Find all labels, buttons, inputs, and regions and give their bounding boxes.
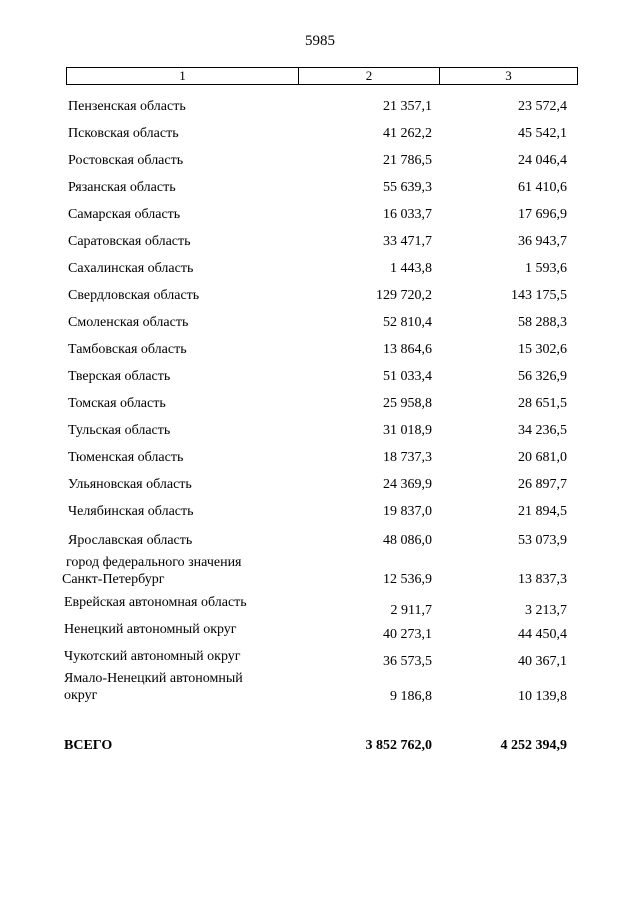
value-col2: 18 737,3	[383, 450, 432, 465]
value-col3: 58 288,3	[518, 315, 567, 330]
region-name: Томская область	[68, 396, 166, 411]
value-col2: 9 186,8	[390, 689, 432, 704]
value-col2: 41 262,2	[383, 126, 432, 141]
region-name: Пензенская область	[68, 99, 186, 114]
total-col2: 3 852 762,0	[365, 738, 432, 753]
value-col3: 13 837,3	[518, 572, 567, 587]
value-col2: 12 536,9	[383, 572, 432, 587]
region-name: Сахалинская область	[68, 261, 194, 276]
value-col3: 36 943,7	[518, 234, 567, 249]
value-col3: 24 046,4	[518, 153, 567, 168]
value-col2: 16 033,7	[383, 207, 432, 222]
value-col3: 34 236,5	[518, 423, 567, 438]
region-name: Саратовская область	[68, 234, 191, 249]
region-name: Тамбовская область	[68, 342, 187, 357]
value-col2: 129 720,2	[376, 288, 432, 303]
region-name: Челябинская область	[68, 504, 194, 519]
total-col3: 4 252 394,9	[500, 738, 567, 753]
value-col2: 55 639,3	[383, 180, 432, 195]
value-col2: 36 573,5	[383, 654, 432, 669]
value-col2: 31 018,9	[383, 423, 432, 438]
total-label: ВСЕГО	[64, 738, 113, 753]
region-name-line-1: Ямало-Ненецкий автономный	[64, 671, 243, 686]
region-name-line-2: Санкт-Петербург	[62, 572, 165, 587]
value-col3: 26 897,7	[518, 477, 567, 492]
value-col2: 33 471,7	[383, 234, 432, 249]
column-header-1: 1	[67, 68, 299, 84]
region-name: Тульская область	[68, 423, 171, 438]
region-name: Еврейская автономная область	[64, 595, 247, 610]
region-name: Ненецкий автономный округ	[64, 622, 237, 637]
value-col2: 52 810,4	[383, 315, 432, 330]
value-col3: 3 213,7	[525, 603, 567, 618]
value-col2: 48 086,0	[383, 533, 432, 548]
region-name: Свердловская область	[68, 288, 200, 303]
value-col3: 21 894,5	[518, 504, 567, 519]
value-col2: 25 958,8	[383, 396, 432, 411]
value-col2: 2 911,7	[390, 603, 432, 618]
value-col2: 19 837,0	[383, 504, 432, 519]
region-name: Ульяновская область	[68, 477, 192, 492]
region-name: Ярославская область	[68, 533, 193, 548]
value-col3: 15 302,6	[518, 342, 567, 357]
value-col3: 10 139,8	[518, 689, 567, 704]
value-col2: 21 786,5	[383, 153, 432, 168]
value-col3: 61 410,6	[518, 180, 567, 195]
region-name: Тюменская область	[68, 450, 184, 465]
value-col3: 23 572,4	[518, 99, 567, 114]
region-name: Псковская область	[68, 126, 179, 141]
column-header-3: 3	[505, 68, 512, 83]
column-header-2: 2	[299, 68, 440, 84]
value-col3: 17 696,9	[518, 207, 567, 222]
value-col2: 21 357,1	[383, 99, 432, 114]
region-name: Рязанская область	[68, 180, 176, 195]
value-col3: 1 593,6	[525, 261, 567, 276]
value-col3: 56 326,9	[518, 369, 567, 384]
value-col3: 28 651,5	[518, 396, 567, 411]
value-col2: 40 273,1	[383, 627, 432, 642]
region-name: Самарская область	[68, 207, 181, 222]
region-name: Ростовская область	[68, 153, 184, 168]
value-col3: 20 681,0	[518, 450, 567, 465]
value-col3: 45 542,1	[518, 126, 567, 141]
page-number: 5985	[305, 33, 335, 49]
region-name-line-2: округ	[64, 688, 98, 703]
region-name: Чукотский автономный округ	[64, 649, 241, 664]
value-col2: 24 369,9	[383, 477, 432, 492]
value-col3: 143 175,5	[511, 288, 567, 303]
value-col2: 51 033,4	[383, 369, 432, 384]
value-col2: 1 443,8	[390, 261, 432, 276]
value-col2: 13 864,6	[383, 342, 432, 357]
value-col3: 44 450,4	[518, 627, 567, 642]
value-col3: 53 073,9	[518, 533, 567, 548]
region-name: Смоленская область	[68, 315, 189, 330]
region-name: Тверская область	[68, 369, 171, 384]
region-name-line-1: город федерального значения	[66, 555, 242, 570]
value-col3: 40 367,1	[518, 654, 567, 669]
